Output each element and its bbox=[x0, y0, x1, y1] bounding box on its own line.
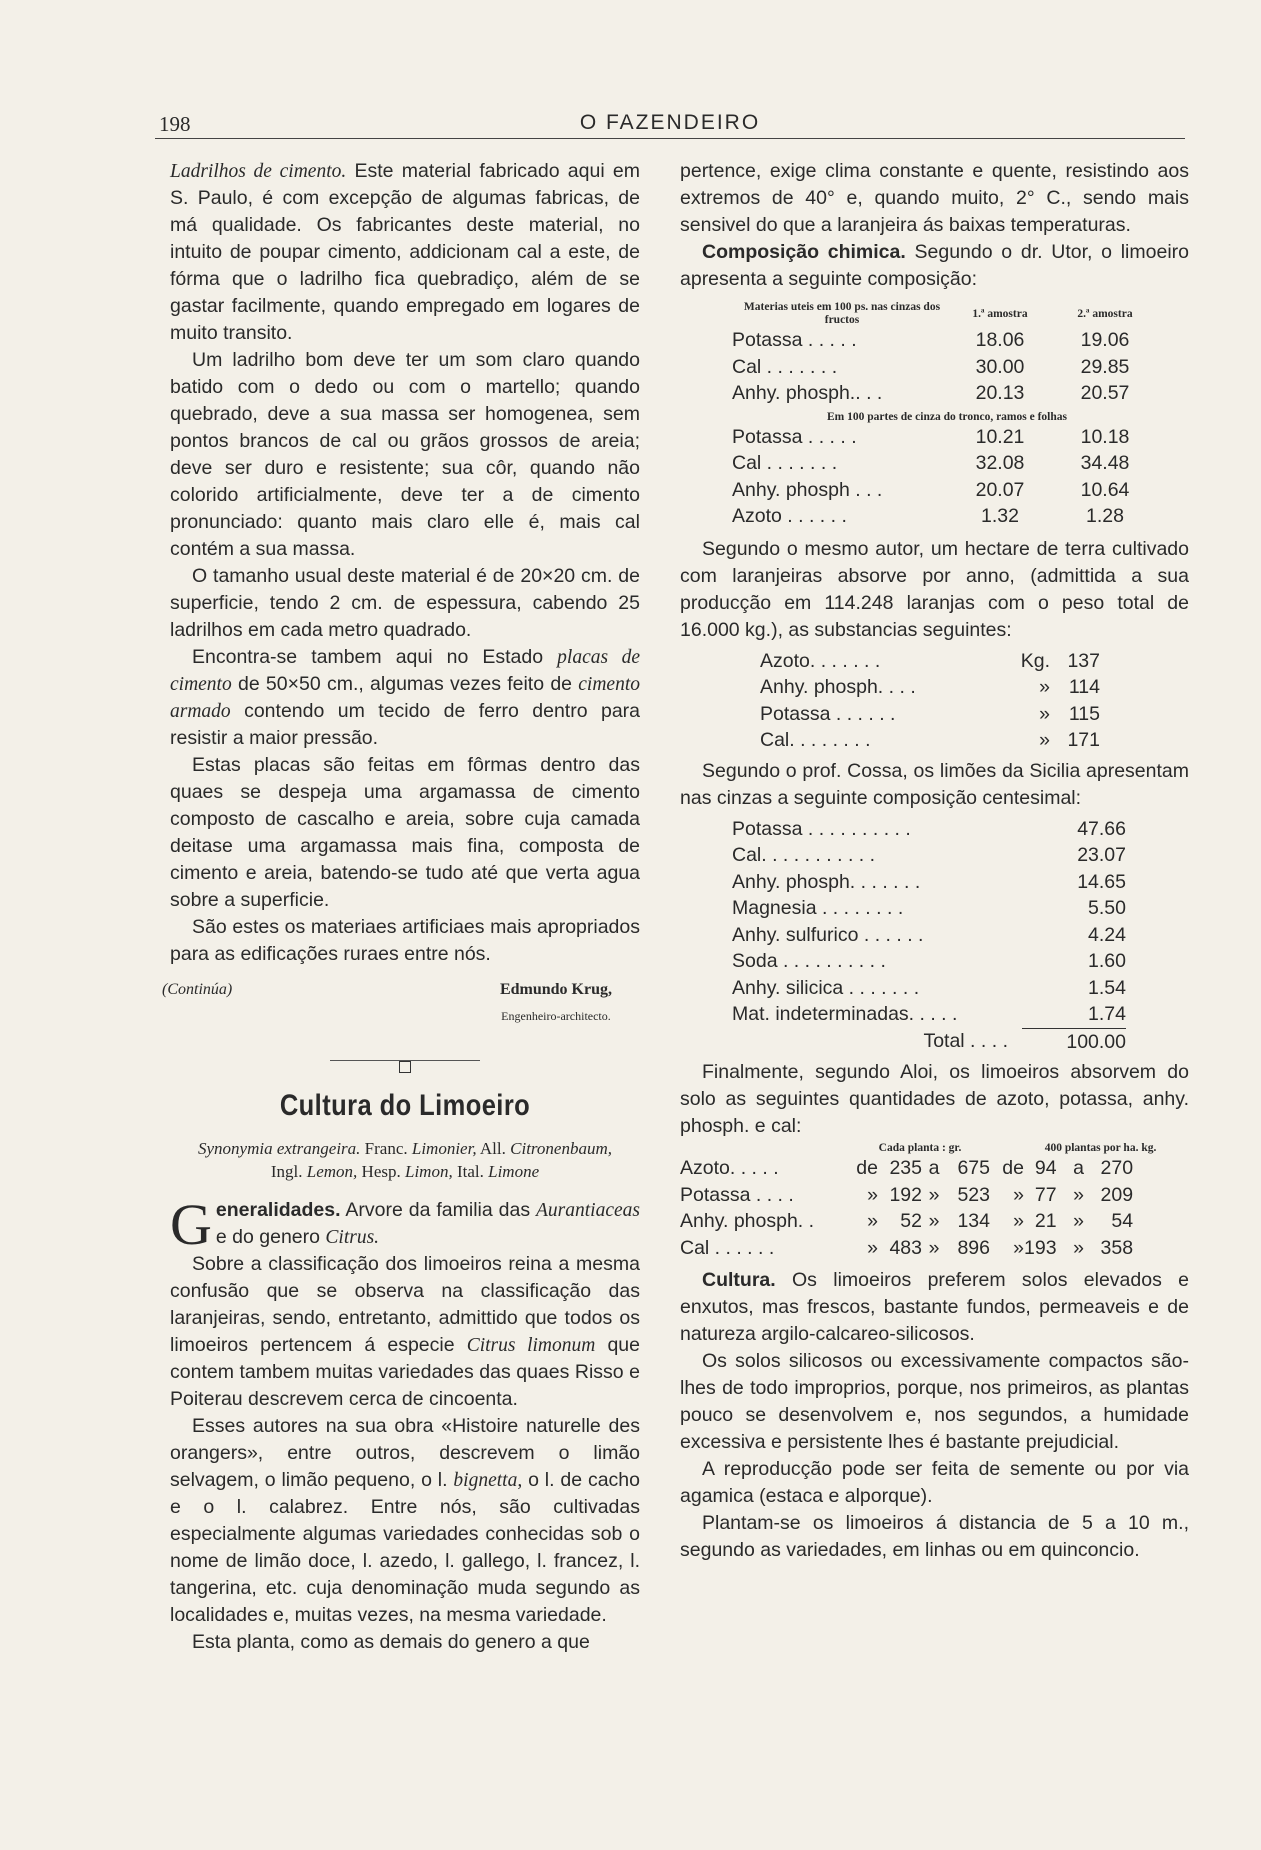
paragraph: Sobre a classificação dos limoeiros reina a mesma confusão que se observa na classificação das laranjeiras, sendo, entretanto, admittido que todos os limoeiros pertencem á especie Citrus limonum que contem tambem muitas variedades das quaes Risso e Poiterau descrevem cerca de cincoenta. bbox=[170, 1253, 640, 1410]
article-title: Cultura do Limoeiro bbox=[279, 1089, 531, 1122]
table-cell: Potassa . . . . . . bbox=[760, 702, 896, 725]
table-cell: 10.21 bbox=[975, 425, 1025, 448]
table-cell: » bbox=[928, 1210, 940, 1232]
table-cell: 4.24 bbox=[1088, 923, 1126, 946]
table-row bbox=[732, 327, 1162, 354]
paragraph: Segundo o mesmo autor, um hectare de terra cultivado com laranjeiras absorve por anno, (admittida a sua producção em 114.248 laranjas com o peso total de 16.000 kg.), as substancias seguintes: bbox=[680, 537, 1189, 641]
sicilia-table bbox=[732, 816, 1126, 1056]
aloi-table bbox=[680, 1142, 1177, 1261]
table-cell: 171 bbox=[1067, 729, 1100, 751]
continua-note: (Continúa) bbox=[162, 981, 233, 998]
table-cell: 134 bbox=[957, 1210, 990, 1232]
paragraph: Generalidades. Arvore da familia das Aurantiaceas e do genero Citrus. bbox=[170, 1192, 640, 1257]
table-cell: » bbox=[928, 1183, 940, 1206]
table-cell: 358 bbox=[1100, 1236, 1134, 1259]
table-cell: 34.48 bbox=[1080, 452, 1130, 474]
paragraph: Estas placas são feitas em fôrmas dentro das quaes se despeja uma argamassa de cimento composto de cascalho e areia, sobre cuja camada deitase uma argamassa mais fina, composta de cimento e areia, batendo-se tudo até que verta agua sobre a superficie. bbox=[170, 754, 640, 911]
table-cell: 21 bbox=[1034, 1210, 1057, 1232]
table-cell: Cal . . . . . . . bbox=[732, 452, 838, 474]
table-cell: » bbox=[928, 1236, 940, 1259]
table-cell: Azoto . . . . . . bbox=[732, 505, 847, 527]
table-cell: 77 bbox=[1034, 1183, 1057, 1206]
table-row bbox=[680, 1235, 1177, 1262]
paragraph: São estes os materiaes artificiaes mais apropriados para as edificações ruraes entre nós. bbox=[170, 916, 640, 965]
table-row bbox=[680, 1155, 1177, 1182]
table-cell: » bbox=[867, 1236, 878, 1259]
table-cell: 32.08 bbox=[975, 452, 1025, 474]
table-cell: » bbox=[1013, 1183, 1024, 1206]
table-cell: 54 bbox=[1111, 1210, 1134, 1232]
table-cell: » bbox=[1039, 729, 1050, 751]
table-cell: Azoto. . . . . . . bbox=[760, 649, 881, 672]
table-cell: » bbox=[1073, 1183, 1084, 1206]
table-row bbox=[732, 922, 1126, 949]
table-row bbox=[732, 354, 1162, 381]
table-row bbox=[732, 503, 1162, 530]
table-row bbox=[732, 1001, 1126, 1028]
paragraph: Ladrilhos de cimento. Este material fabricado aqui em S. Paulo, é com excepção de algumas fabricas, de má qualidade. Os fabricantes deste material, no intuito de poupar cimento, addicionam cal a este, de fórma que o ladrilho fica quebradiço, além de se gastar facilmente, quando empregado em logares de muito transito. bbox=[170, 160, 640, 344]
table-cell: 270 bbox=[1100, 1157, 1134, 1179]
paragraph: A reproducção pode ser feita de semente ou por via agamica (estaca e alporque). bbox=[680, 1458, 1189, 1507]
table-header: Cada planta : gr. bbox=[878, 1142, 962, 1154]
table-cell: 1.54 bbox=[1088, 976, 1126, 999]
table-cell: Cal . . . . . . bbox=[680, 1236, 775, 1259]
synonymy-line: Synonymia extrangeira. Franc. Limonier, All. Citronenbaum, Ingl. Lemon, Hesp. Limon, Ital. Limone bbox=[198, 1139, 612, 1181]
table-subheader: Em 100 partes de cinza do tronco, ramos e folhas bbox=[827, 410, 1067, 423]
table-cell: de bbox=[1002, 1157, 1024, 1179]
table-row bbox=[732, 842, 1126, 869]
author-name: Edmundo Krug, bbox=[499, 981, 612, 998]
paragraph: Esses autores na sua obra «Histoire naturelle des orangers», entre outros, descrevem o limão selvagem, o limão pequeno, o l. bignetta, o l. de cacho e o l. calabrez. Entre nós, são cultivadas especialmente algumas variedades conhecidas sob o nome de limão doce, l. azedo, l. gallego, l. francez, l. tangerina, etc. cuja denominação muda segundo as localidades e, muitas vezes, na mesma variedade. bbox=[170, 1415, 640, 1626]
table-cell: Anhy. phosph. . bbox=[680, 1210, 815, 1232]
table-cell: 523 bbox=[957, 1183, 990, 1206]
section-separator bbox=[170, 1054, 640, 1068]
paragraph: Cultura. Os limoeiros preferem solos elevados e enxutos, mas frescos, bastante fundos, permeaveis e de natureza argilo-calcareo-silicosos. bbox=[680, 1269, 1189, 1345]
table-cell: Anhy. phosph. . . . bbox=[760, 676, 916, 698]
table-cell: 192 bbox=[889, 1183, 922, 1206]
author bbox=[500, 976, 612, 1030]
table-cell: » bbox=[867, 1183, 878, 1206]
table-cell: 483 bbox=[889, 1236, 922, 1259]
paragraph: Composição chimica. Segundo o dr. Utor, o limoeiro apresenta a seguinte composição: bbox=[680, 241, 1189, 290]
table-cell: 209 bbox=[1100, 1183, 1134, 1206]
table-row bbox=[732, 450, 1162, 477]
table-row bbox=[760, 648, 1100, 675]
composition-table bbox=[732, 301, 1162, 530]
table-row bbox=[732, 948, 1126, 975]
table-cell: » bbox=[1073, 1236, 1084, 1259]
table-cell: Anhy. phosph . . . bbox=[732, 478, 883, 501]
table-cell: Soda . . . . . . . . . . bbox=[732, 950, 886, 972]
table-cell: 29.85 bbox=[1080, 355, 1130, 378]
table-cell: 14.65 bbox=[1077, 870, 1126, 893]
table-row bbox=[732, 424, 1162, 451]
table-cell: 18.06 bbox=[975, 329, 1025, 351]
table-row bbox=[732, 477, 1162, 504]
paragraph: Plantam-se os limoeiros á distancia de 5 a 10 m., segundo as variedades, em linhas ou em quinconcio. bbox=[680, 1512, 1189, 1561]
paragraph: Encontra-se tambem aqui no Estado placas de cimento de 50×50 cm., algumas vezes feito de cimento armado contendo um tecido de ferro dentro para resistir a maior pressão. bbox=[170, 646, 640, 749]
table-cell: Anhy. phosph. . . . . . . bbox=[732, 870, 921, 893]
table-cell: 193 bbox=[1024, 1236, 1057, 1259]
table-cell: 675 bbox=[957, 1157, 990, 1179]
table-cell: » bbox=[1039, 702, 1050, 725]
table-cell: Magnesia . . . . . . . . bbox=[732, 897, 904, 919]
table-cell: 896 bbox=[957, 1236, 990, 1259]
table-cell: Cal . . . . . . . bbox=[732, 355, 838, 378]
table-cell: 10.18 bbox=[1080, 425, 1130, 448]
left-column bbox=[162, 158, 640, 1656]
separator-square-icon bbox=[399, 1061, 411, 1073]
table-cell: » bbox=[1039, 676, 1050, 698]
author-title: Engenheiro-architecto. bbox=[501, 1009, 611, 1023]
table-cell: 235 bbox=[889, 1157, 922, 1179]
table-header: 400 plantas por ha. kg. bbox=[1044, 1142, 1157, 1154]
section-title: Cultura. bbox=[702, 1269, 776, 1291]
table-cell: Potassa . . . . bbox=[680, 1183, 794, 1206]
paragraph: pertence, exige clima constante e quente, resistindo aos extremos de 40° e, quando muito, 2° C., sendo mais sensivel do que a laranjeira ás baixas temperaturas. bbox=[680, 160, 1189, 236]
table-row bbox=[732, 380, 1162, 407]
table-row bbox=[732, 895, 1126, 922]
table-row bbox=[760, 727, 1100, 754]
table-cell: 115 bbox=[1068, 702, 1100, 725]
table-row bbox=[680, 1182, 1177, 1209]
table-cell: 20.57 bbox=[1080, 382, 1130, 404]
table-cell: Potassa . . . . . bbox=[732, 425, 857, 448]
paragraph: Um ladrilho bom deve ter um som claro quando batido com o dedo ou com o martello; quando quebrado, deve a sua massa ser homogenea, sem pontos brancos de cal ou grãos grossos de areia; deve ser duro e resistente; sua côr, quando não colorido artificialmente, deve ter a de cimento pronunciado: quanto mais claro elle é, mais cal contém a sua massa. bbox=[170, 349, 640, 560]
table-cell: 47.66 bbox=[1077, 817, 1126, 840]
table-cell: 19.06 bbox=[1080, 329, 1130, 351]
table-row bbox=[680, 1208, 1177, 1235]
table-cell: » bbox=[1073, 1210, 1084, 1232]
section-title: eneralidades. bbox=[215, 1199, 341, 1221]
table-cell: 1.32 bbox=[981, 505, 1019, 527]
table-cell: Total . . . . bbox=[923, 1030, 1008, 1053]
table-cell: Kg. bbox=[1020, 649, 1050, 672]
table-header: 1.ª amostra bbox=[972, 307, 1028, 320]
table-cell: 1.74 bbox=[1022, 1001, 1126, 1028]
table-cell: Azoto. . . . . bbox=[680, 1157, 779, 1179]
table-row bbox=[732, 975, 1126, 1002]
table-cell: 30.00 bbox=[975, 355, 1025, 378]
table-cell: 100.00 bbox=[1066, 1030, 1126, 1053]
right-column bbox=[680, 158, 1189, 1564]
table-cell: 114 bbox=[1068, 676, 1100, 698]
table-row bbox=[760, 701, 1100, 728]
table-cell: Cal. . . . . . . . bbox=[760, 729, 871, 751]
table-header: Materias uteis em 100 ps. nas cinzas dos fructos bbox=[743, 301, 941, 326]
table-cell: 20.13 bbox=[975, 382, 1025, 404]
table-cell: 1.60 bbox=[1088, 950, 1126, 972]
table-cell: Cal. . . . . . . . . . . bbox=[732, 844, 876, 866]
table-cell: 94 bbox=[1034, 1157, 1057, 1179]
table-cell: a bbox=[928, 1157, 940, 1179]
table-cell: Anhy. sulfurico . . . . . . bbox=[732, 923, 924, 946]
drop-cap: G bbox=[170, 1192, 212, 1257]
page-header bbox=[155, 104, 1185, 139]
table-cell: Potassa . . . . . . . . . . bbox=[732, 817, 911, 840]
table-cell: Anhy. phosph.. . . bbox=[732, 382, 883, 404]
table-cell: de bbox=[856, 1157, 878, 1179]
paragraph: O tamanho usual deste material é de 20×20 cm. de superficie, tendo 2 cm. de espessura, cabendo 25 ladrilhos em cada metro quadrado. bbox=[170, 565, 640, 641]
table-cell: 137 bbox=[1067, 649, 1100, 672]
paragraph: Finalmente, segundo Aloi, os limoeiros absorvem do solo as seguintes quantidades de azoto, potassa, anhy. phosph. e cal: bbox=[680, 1061, 1189, 1137]
table-cell: » bbox=[867, 1210, 878, 1232]
paragraph: Esta planta, como as demais do genero a que bbox=[192, 1631, 590, 1653]
section-title: Ladrilhos de cimento. bbox=[170, 161, 347, 182]
paragraph: Os solos silicosos ou excessivamente compactos são-lhes de todo improprios, porque, nos primeiros, as plantas pouco se desenvolvem e, nos segundos, a humidade excessiva e persistente lhes é bastante prejudicial. bbox=[680, 1350, 1189, 1453]
absorption-table bbox=[760, 648, 1100, 754]
section-title: Composição chimica. bbox=[702, 241, 906, 263]
table-header: 2.ª amostra bbox=[1077, 307, 1133, 320]
table-cell: Anhy. silicica . . . . . . . bbox=[732, 976, 920, 999]
table-cell: » bbox=[1013, 1236, 1024, 1259]
table-row bbox=[760, 674, 1100, 701]
table-cell: 10.64 bbox=[1080, 478, 1130, 501]
table-cell: 5.50 bbox=[1088, 897, 1126, 919]
table-row bbox=[732, 816, 1126, 843]
table-cell: 52 bbox=[900, 1210, 922, 1232]
table-cell: 23.07 bbox=[1077, 844, 1126, 866]
paragraph: Segundo o prof. Cossa, os limões da Sicilia apresentam nas cinzas a seguinte composição centesimal: bbox=[680, 759, 1189, 809]
table-cell: 20.07 bbox=[975, 478, 1025, 501]
page-number: 198 bbox=[159, 112, 191, 136]
table-cell: Mat. indeterminadas. . . . . bbox=[732, 1003, 958, 1026]
table-row bbox=[732, 869, 1126, 896]
table-cell: a bbox=[1073, 1157, 1084, 1179]
table-cell: 1.28 bbox=[1086, 505, 1124, 527]
table-cell: Potassa . . . . . bbox=[732, 329, 857, 351]
table-cell: » bbox=[1013, 1210, 1024, 1232]
signature-block bbox=[162, 976, 640, 1030]
running-title: O FAZENDEIRO bbox=[579, 111, 761, 134]
